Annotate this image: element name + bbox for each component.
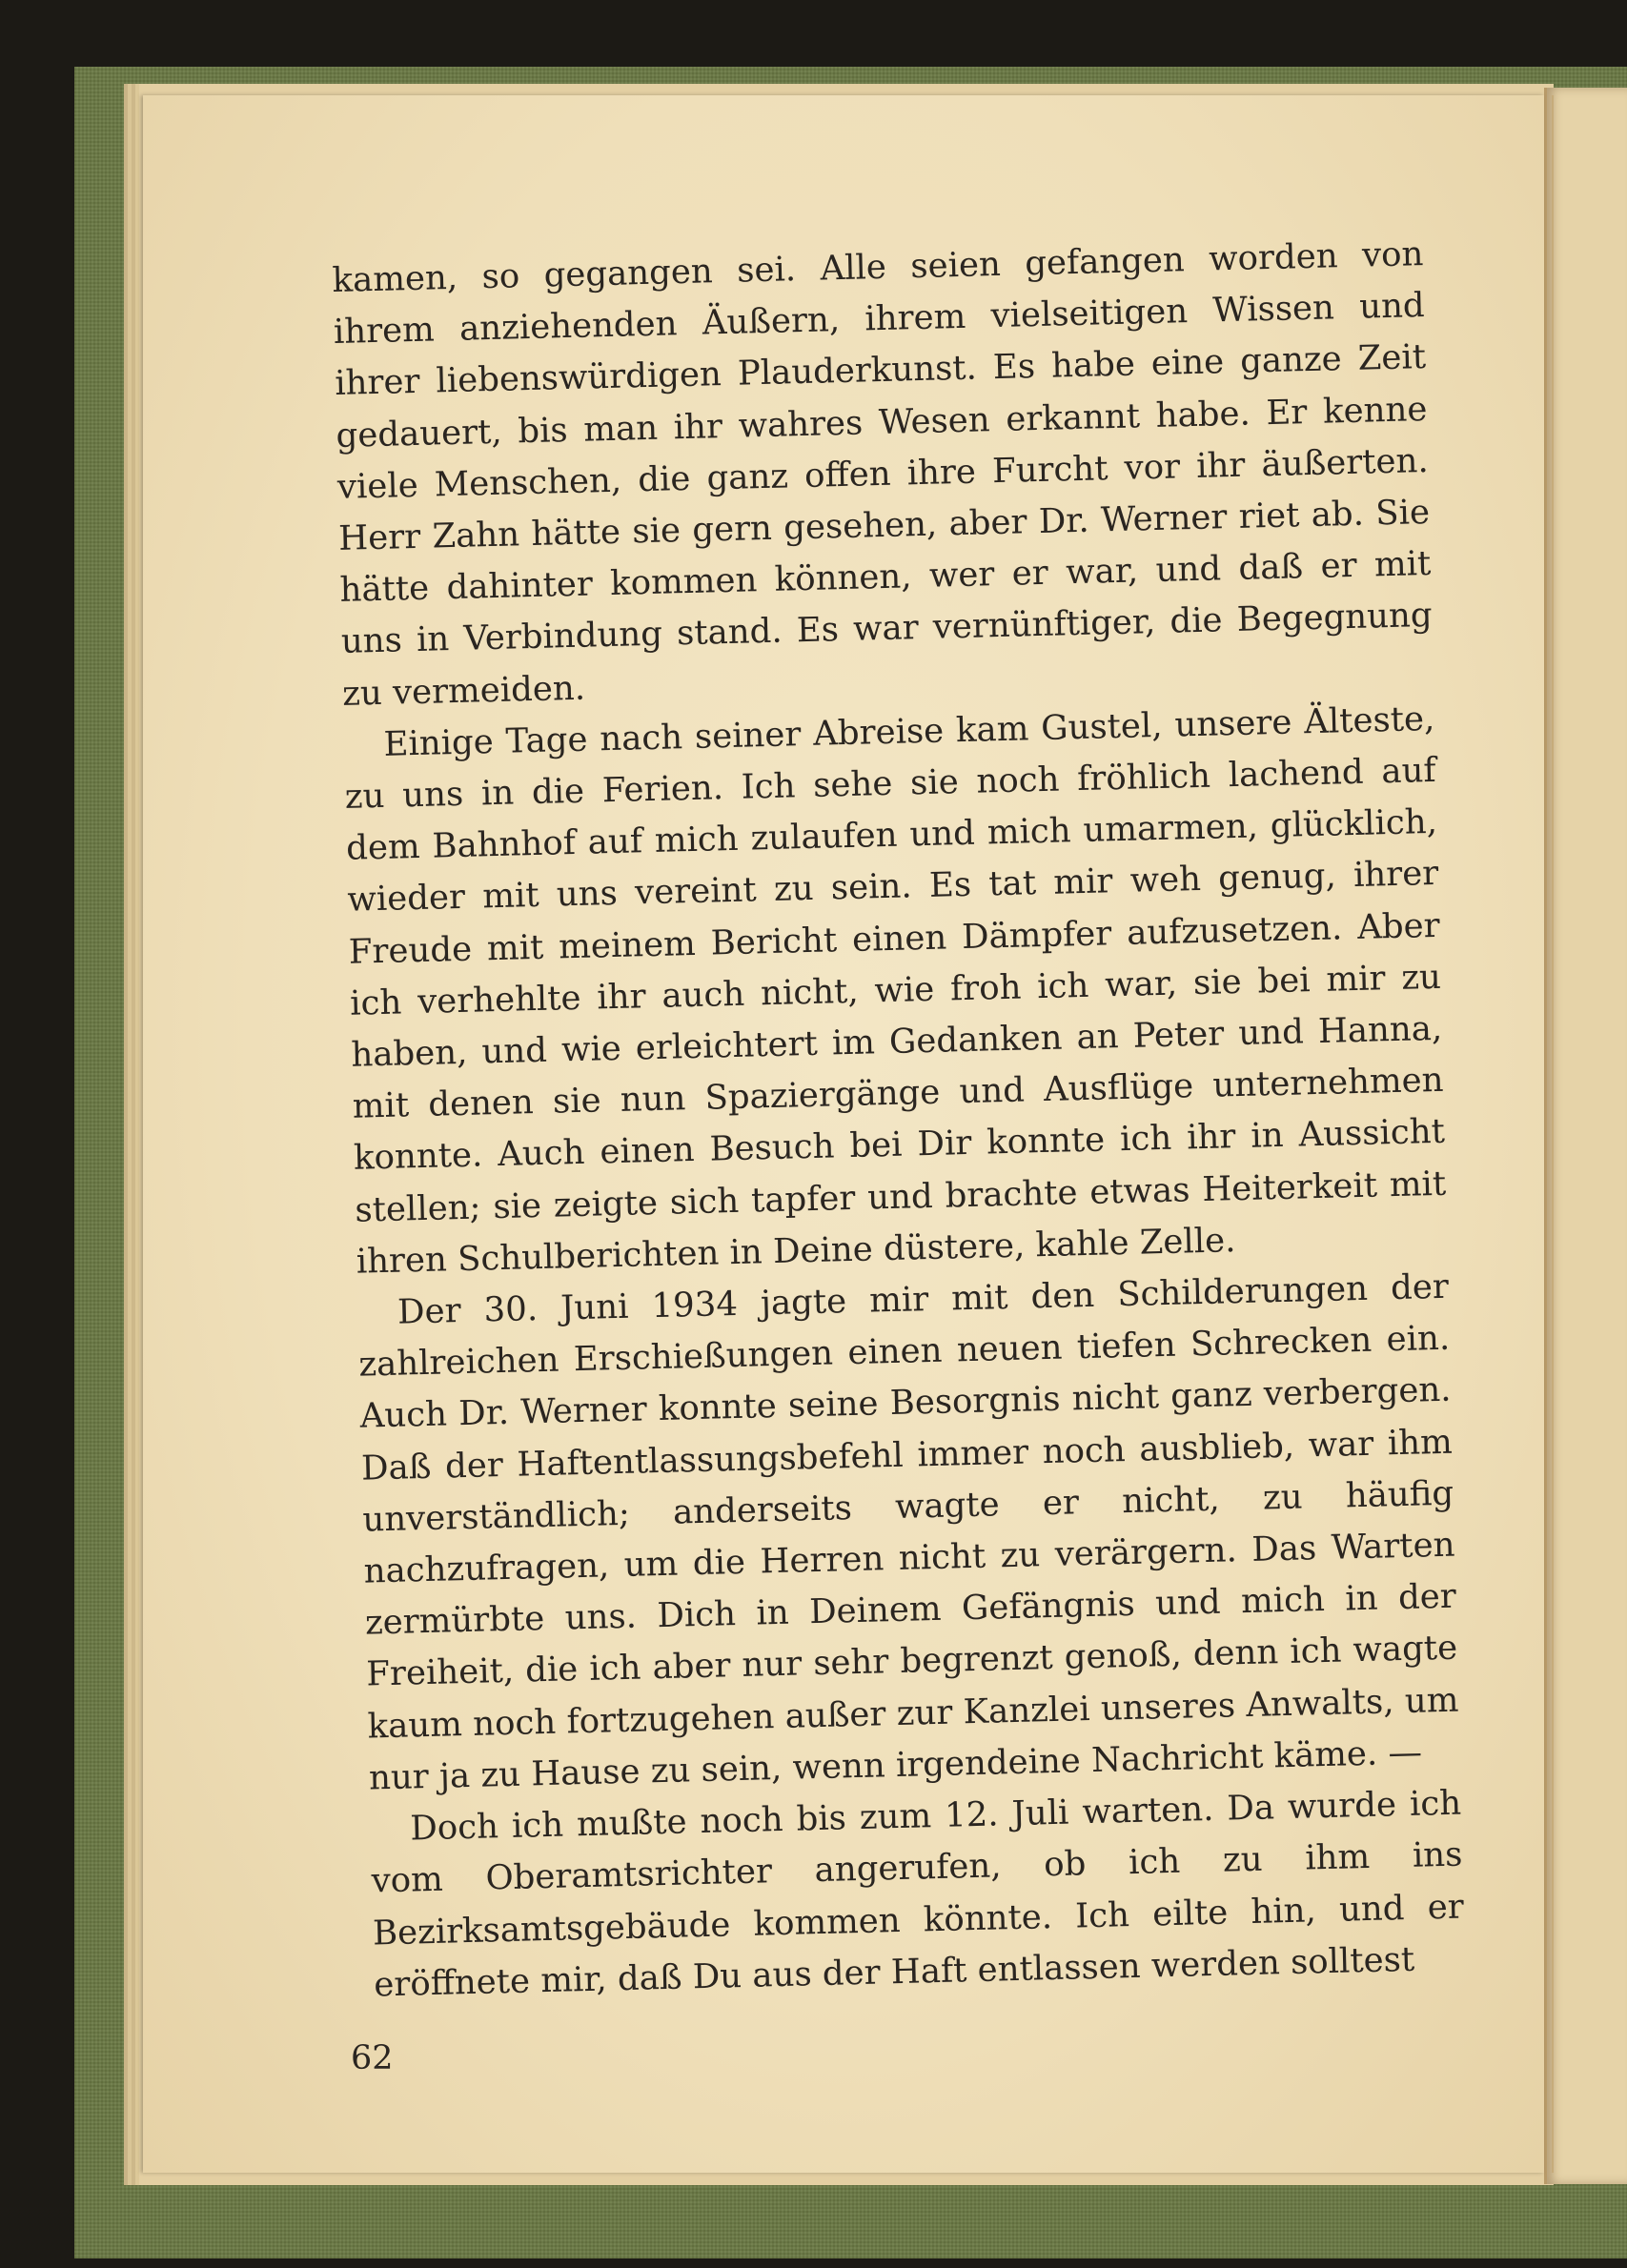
page-text (332, 229, 1466, 2011)
page-number: 62 (351, 2039, 394, 2077)
paragraph-2: Einige Tage nach seiner Abreise kam Gustel, unsere Älteste, zu uns in die Ferien. Ich sehe sie noch fröhlich lachend auf dem Bahnhof auf mich zulaufen und mich umarmen, glücklich, wieder mit uns vereint zu sein. Es tat mir weh genug, ihrer Freude mit meinem Bericht einen Dämpfer aufzusetzen. Aber ich verhehlte ihr auch nicht, wie froh ich war, sie bei mir zu haben, und wie erleichtert im Gedanken an Peter und Hanna, mit denen sie nun Spaziergänge und Ausflüge unternehmen konnte. Auch einen Besuch bei Dir konnte ich ihr in Aussicht stellen; sie zeigte sich tapfer und brachte etwas Heiterkeit mit ihren Schulberichten in Deine düstere, kahle Zelle. (344, 699, 1447, 1282)
paragraph-3: Der 30. Juni 1934 jagte mir mit den Schilderungen der zahlreichen Erschießungen einen neuen tiefen Schrecken ein. Auch Dr. Werner konnte seine Besorgnis nicht ganz verbergen. Daß der Haftentlassungsbefehl immer noch ausblieb, war ihm unverständlich; anderseits wagte er nicht, zu häufig nachzufragen, um die Herren nicht zu verärgern. Das Warten zermürbte uns. Dich in Deinem Gefängnis und mich in der Freiheit, die ich aber nur sehr begrenzt genoß, denn ich wagte kaum noch fortzugehen außer zur Kanzlei unseres Anwalts, um nur ja zu Hause zu sein, wenn irgendeine Nachricht käme. — (357, 1266, 1459, 1798)
gutter-shadow (1552, 95, 1554, 2173)
paragraph-1: kamen, so gegangen sei. Alle seien gefangen worden von ihrem anziehenden Äußern, ihrem vielseitigen Wissen und ihrer liebenswürdigen Plauderkunst. Es habe eine ganze Zeit gedauert, bis man ihr wahres Wesen erkannt habe. Er kenne viele Menschen, die ganz offen ihre Furcht vor ihr äußerten. Herr Zahn hätte sie gern gesehen, aber Dr. Werner riet ab. Sie hätte dahinter kommen können, wer er war, und daß er mit uns in Verbindung stand. Es war vernünftiger, die Begegnung zu vermeiden. (332, 234, 1434, 714)
paragraph-4: Doch ich mußte noch bis zum 12. Juli warten. Da wurde ich vom Oberamtsrichter angerufen, ob ich zu ihm ins Bezirksamtsgebäude kommen könnte. Ich eilte hin, und er eröffnete mir, daß Du aus der Haft entlassen werden solltest (371, 1783, 1465, 2005)
facing-page-edge (1544, 88, 1627, 2184)
